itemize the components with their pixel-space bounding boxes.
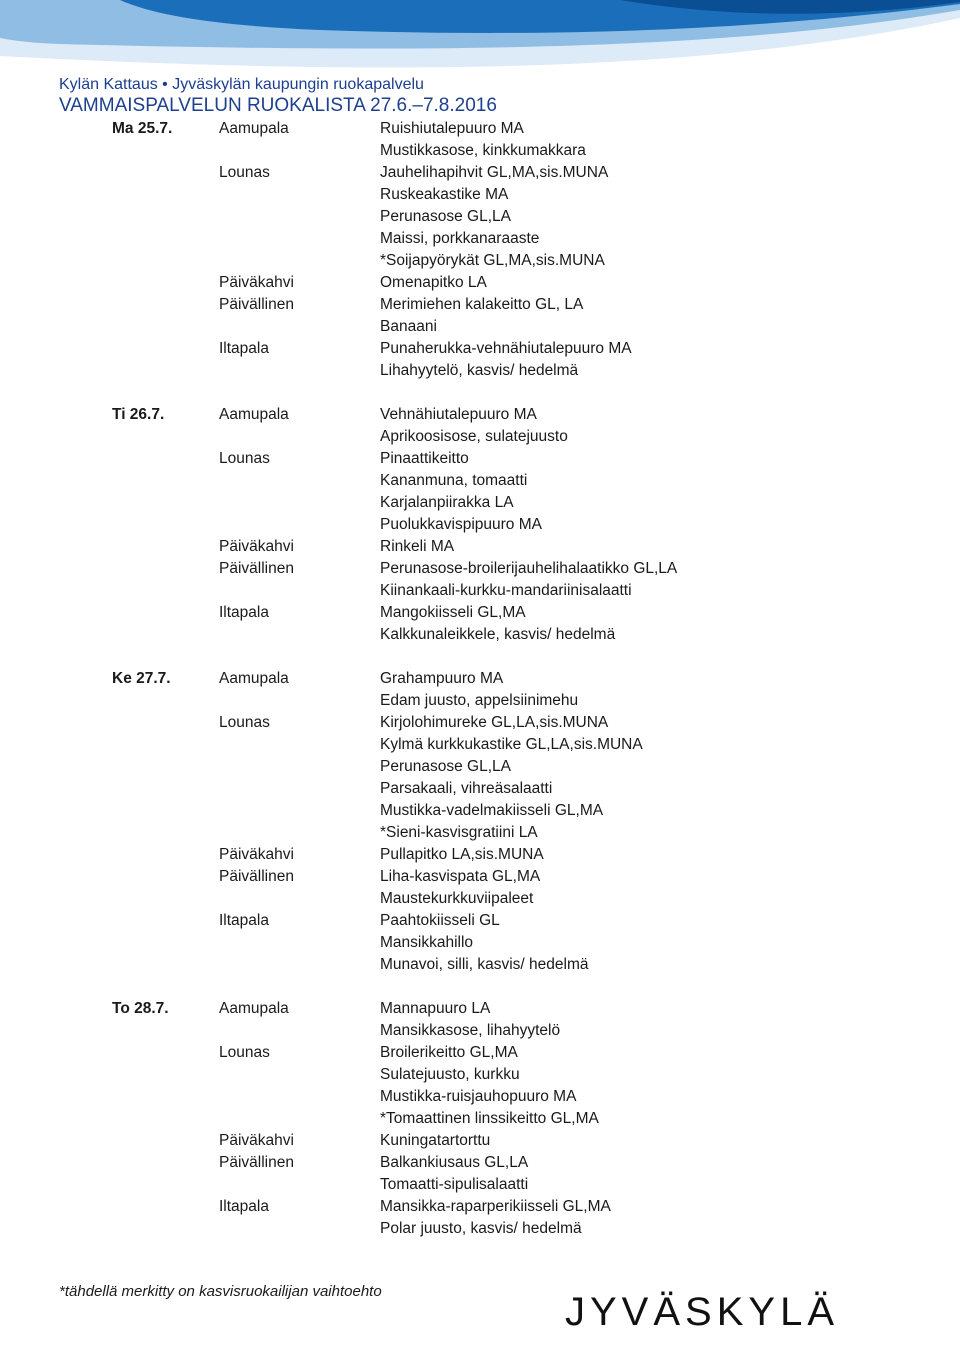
menu-row: [112, 1020, 912, 1042]
menu-item: Broilerikeitto GL,MA: [380, 1044, 518, 1061]
jyvaskyla-logo: JYVÄSKYLÄ: [565, 1290, 840, 1334]
menu-row: [112, 932, 912, 954]
menu-item: Parsakaali, vihreäsalaatti: [380, 780, 553, 797]
menu-row: [112, 844, 912, 866]
menu-item: Mansikka-raparperikiisseli GL,MA: [380, 1198, 611, 1215]
weekly-menu: [112, 118, 912, 1262]
menu-row: [112, 228, 912, 250]
menu-item: Kirjolohimureke GL,LA,sis.MUNA: [380, 714, 609, 731]
menu-row: [112, 426, 912, 448]
menu-row: [112, 668, 912, 690]
menu-row: [112, 866, 912, 888]
menu-item: Kuningatartorttu: [380, 1132, 491, 1149]
menu-title: VAMMAISPALVELUN RUOKALISTA 27.6.–7.8.2016: [59, 95, 497, 116]
meal-label: Aamupala: [219, 120, 289, 137]
menu-row: [112, 1196, 912, 1218]
menu-row: [112, 470, 912, 492]
menu-item: Perunasose GL,LA: [380, 758, 511, 775]
menu-item: Balkankiusaus GL,LA: [380, 1154, 529, 1171]
meal-label: Päiväkahvi: [219, 274, 294, 291]
vegetarian-footnote: *tähdellä merkitty on kasvisruokailijan vaihtoehto: [59, 1283, 382, 1300]
menu-row: [112, 1218, 912, 1240]
menu-row: [112, 272, 912, 294]
menu-item: Liha-kasvispata GL,MA: [380, 868, 541, 885]
meal-label: Aamupala: [219, 406, 289, 423]
menu-item: Polar juusto, kasvis/ hedelmä: [380, 1220, 582, 1237]
menu-item: Rinkeli MA: [380, 538, 455, 555]
menu-item: Sulatejuusto, kurkku: [380, 1066, 520, 1083]
menu-item: Karjalanpiirakka LA: [380, 494, 514, 511]
menu-item: Merimiehen kalakeitto GL, LA: [380, 296, 584, 313]
menu-item: Pullapitko LA,sis.MUNA: [380, 846, 544, 863]
menu-row: [112, 162, 912, 184]
meal-label: Lounas: [219, 1044, 270, 1061]
meal-label: Iltapala: [219, 340, 269, 357]
menu-row: [112, 316, 912, 338]
menu-row: [112, 602, 912, 624]
menu-item: *Tomaattinen linssikeitto GL,MA: [380, 1110, 599, 1127]
menu-row: [112, 1152, 912, 1174]
menu-row: [112, 998, 912, 1020]
menu-row: [112, 712, 912, 734]
menu-item: Mustikka-vadelmakiisseli GL,MA: [380, 802, 604, 819]
meal-label: Päivällinen: [219, 296, 294, 313]
meal-label: Aamupala: [219, 1000, 289, 1017]
day-label: Ke 27.7.: [112, 670, 171, 687]
menu-item: Aprikoosisose, sulatejuusto: [380, 428, 568, 445]
menu-row: [112, 294, 912, 316]
day-block: [112, 668, 912, 976]
menu-item: Mannapuuro LA: [380, 1000, 491, 1017]
day-block: [112, 404, 912, 646]
day-block: [112, 998, 912, 1240]
meal-label: Iltapala: [219, 604, 269, 621]
menu-row: [112, 360, 912, 382]
menu-item: Maissi, porkkanaraaste: [380, 230, 540, 247]
menu-item: Paahtokiisseli GL: [380, 912, 500, 929]
menu-item: Edam juusto, appelsiinimehu: [380, 692, 579, 709]
menu-row: [112, 822, 912, 844]
menu-item: Mansikkahillo: [380, 934, 474, 951]
menu-row: [112, 558, 912, 580]
menu-row: [112, 536, 912, 558]
menu-item: Puolukkavispipuuro MA: [380, 516, 542, 533]
menu-item: Lihahyytelö, kasvis/ hedelmä: [380, 362, 579, 379]
menu-item: Perunasose GL,LA: [380, 208, 511, 225]
menu-row: [112, 514, 912, 536]
meal-label: Iltapala: [219, 1198, 269, 1215]
menu-row: [112, 1174, 912, 1196]
menu-item: Omenapitko LA: [380, 274, 487, 291]
menu-item: Mansikkasose, lihahyytelö: [380, 1022, 561, 1039]
menu-row: [112, 250, 912, 272]
menu-row: [112, 778, 912, 800]
meal-label: Päivällinen: [219, 1154, 294, 1171]
menu-item: Ruskeakastike MA: [380, 186, 509, 203]
menu-item: *Soijapyörykät GL,MA,sis.MUNA: [380, 252, 605, 269]
menu-item: Mustikkasose, kinkkumakkara: [380, 142, 586, 159]
menu-item: Perunasose-broilerijauhelihalaatikko GL,LA: [380, 560, 678, 577]
menu-row: [112, 448, 912, 470]
menu-item: Jauhelihapihvit GL,MA,sis.MUNA: [380, 164, 609, 181]
menu-row: [112, 1042, 912, 1064]
menu-item: Banaani: [380, 318, 437, 335]
menu-row: [112, 690, 912, 712]
menu-item: Kiinankaali-kurkku-mandariinisalaatti: [380, 582, 632, 599]
menu-row: [112, 118, 912, 140]
menu-item: Kylmä kurkkukastike GL,LA,sis.MUNA: [380, 736, 643, 753]
meal-label: Aamupala: [219, 670, 289, 687]
meal-label: Iltapala: [219, 912, 269, 929]
menu-item: Pinaattikeitto: [380, 450, 469, 467]
menu-row: [112, 404, 912, 426]
menu-row: [112, 140, 912, 162]
menu-item: Kalkkunaleikkele, kasvis/ hedelmä: [380, 626, 616, 643]
day-label: To 28.7.: [112, 1000, 169, 1017]
meal-label: Lounas: [219, 164, 270, 181]
meal-label: Päivällinen: [219, 560, 294, 577]
day-block: [112, 118, 912, 382]
day-label: Ti 26.7.: [112, 406, 165, 423]
menu-row: [112, 338, 912, 360]
header-swoosh-graphic: [0, 0, 960, 80]
meal-label: Lounas: [219, 450, 270, 467]
menu-item: Vehnähiutalepuuro MA: [380, 406, 537, 423]
menu-row: [112, 624, 912, 646]
menu-item: Ruishiutalepuuro MA: [380, 120, 524, 137]
meal-label: Päiväkahvi: [219, 1132, 294, 1149]
menu-row: [112, 910, 912, 932]
menu-row: [112, 1108, 912, 1130]
menu-row: [112, 800, 912, 822]
menu-item: Mustikka-ruisjauhopuuro MA: [380, 1088, 577, 1105]
menu-row: [112, 954, 912, 976]
meal-label: Lounas: [219, 714, 270, 731]
menu-item: Mangokiisseli GL,MA: [380, 604, 526, 621]
menu-row: [112, 734, 912, 756]
menu-item: Munavoi, silli, kasvis/ hedelmä: [380, 956, 589, 973]
menu-item: Grahampuuro MA: [380, 670, 504, 687]
menu-row: [112, 1064, 912, 1086]
menu-row: [112, 580, 912, 602]
menu-row: [112, 1086, 912, 1108]
meal-label: Päiväkahvi: [219, 846, 294, 863]
menu-row: [112, 756, 912, 778]
menu-item: *Sieni-kasvisgratiini LA: [380, 824, 538, 841]
organization-line: Kylän Kattaus • Jyväskylän kaupungin ruokapalvelu: [59, 76, 424, 93]
menu-item: Maustekurkkuviipaleet: [380, 890, 534, 907]
meal-label: Päiväkahvi: [219, 538, 294, 555]
menu-row: [112, 184, 912, 206]
menu-row: [112, 206, 912, 228]
menu-item: Kananmuna, tomaatti: [380, 472, 528, 489]
menu-item: Tomaatti-sipulisalaatti: [380, 1176, 529, 1193]
menu-row: [112, 888, 912, 910]
day-label: Ma 25.7.: [112, 120, 173, 137]
meal-label: Päivällinen: [219, 868, 294, 885]
menu-row: [112, 1130, 912, 1152]
menu-item: Punaherukka-vehnähiutalepuuro MA: [380, 340, 632, 357]
menu-row: [112, 492, 912, 514]
